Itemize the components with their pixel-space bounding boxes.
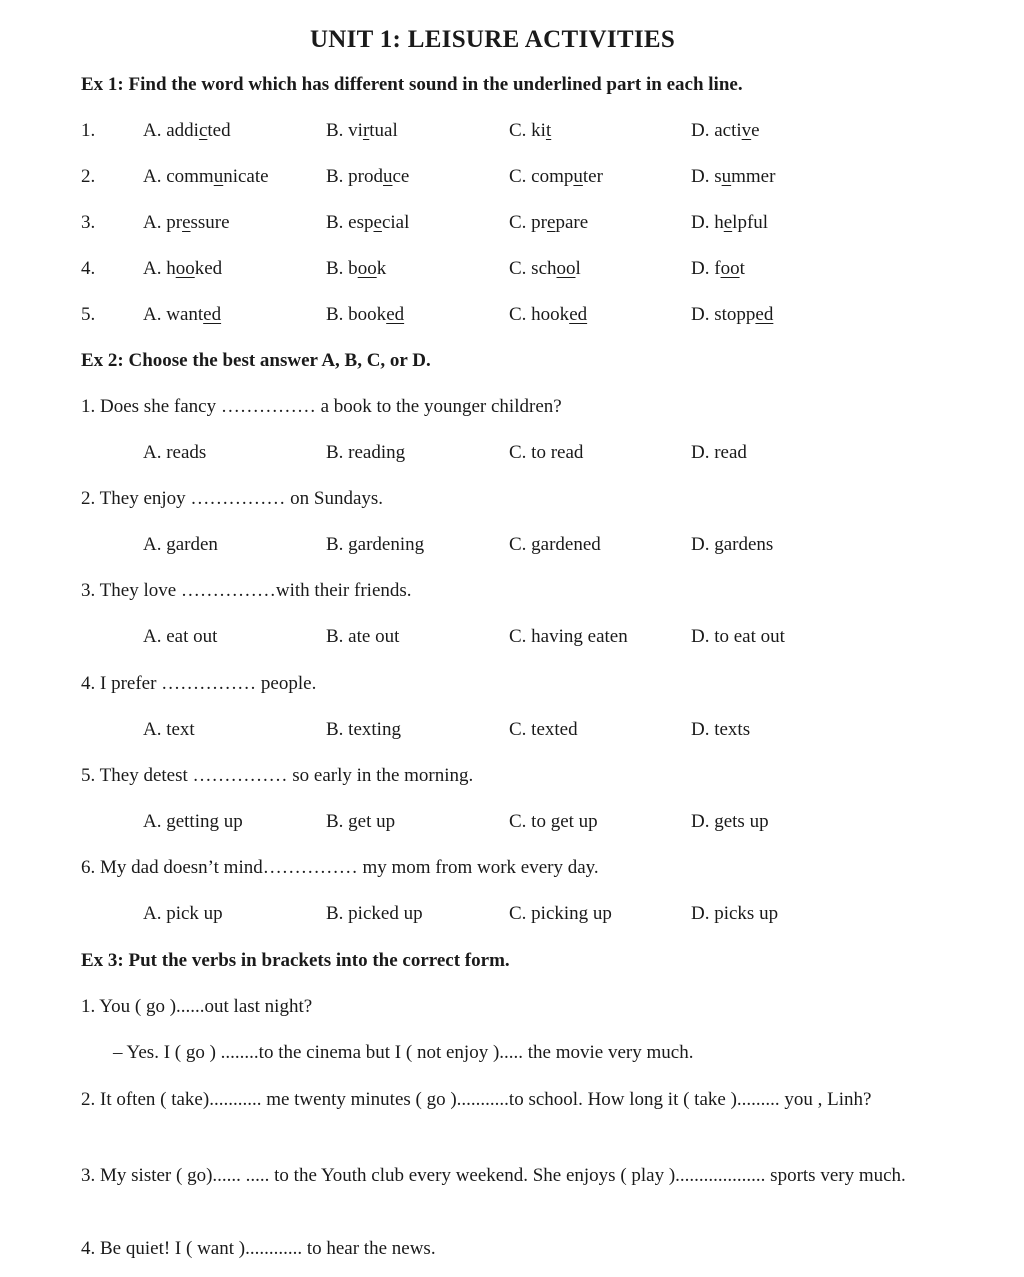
word-part: ssure xyxy=(190,212,230,233)
option-a xyxy=(143,212,230,234)
word-part: A. want xyxy=(143,304,204,325)
underlined-part: u xyxy=(573,166,583,187)
underlined-part: c xyxy=(198,120,208,141)
option-d xyxy=(691,304,773,326)
ex2-options-row xyxy=(0,626,1024,656)
ex3-question-2: 2. It often ( take)........... me twenty minutes ( go )...........to school. How long it ( take )......... you , Linh? xyxy=(81,1089,872,1110)
word-part: mmer xyxy=(731,166,776,187)
answer-option: C. gardened xyxy=(509,534,601,555)
underlined-part: oo xyxy=(357,258,377,279)
answer-option: D. read xyxy=(691,442,747,463)
answer-option: B. reading xyxy=(326,442,406,463)
word-part: ter xyxy=(582,166,603,187)
answer-option: B. picked up xyxy=(326,903,423,924)
word-part: C. comp xyxy=(509,166,574,187)
ex2-question: 2. They enjoy …………… on Sundays. xyxy=(81,488,384,509)
word-part: B. b xyxy=(326,258,358,279)
answer-option: B. gardening xyxy=(326,534,425,555)
word-part: ce xyxy=(392,166,410,187)
ex3-question-1-reply: – Yes. I ( go ) ........to the cinema but I ( not enjoy )..... the movie very much. xyxy=(113,1042,694,1063)
underlined-part: ed xyxy=(386,304,405,325)
word-part: C. hook xyxy=(509,304,570,325)
word-part: D. h xyxy=(691,212,724,233)
underlined-part: r xyxy=(362,120,370,141)
option-b xyxy=(326,166,409,188)
ex2-options-row xyxy=(0,534,1024,564)
ex2-question: 4. I prefer …………… people. xyxy=(81,673,317,694)
ex2-options-row xyxy=(0,903,1024,933)
answer-option: C. texted xyxy=(509,719,578,740)
answer-option: B. ate out xyxy=(326,626,400,647)
underlined-part: ed xyxy=(203,304,222,325)
word-part: C. pr xyxy=(509,212,547,233)
question-number: 1. xyxy=(81,120,96,141)
word-part: C. sch xyxy=(509,258,557,279)
underlined-part: e xyxy=(723,212,733,233)
word-part: e xyxy=(751,120,760,141)
word-part: B. vi xyxy=(326,120,363,141)
option-c xyxy=(509,120,551,142)
ex2-question: 5. They detest …………… so early in the morning. xyxy=(81,765,474,786)
option-c xyxy=(509,304,587,326)
option-c xyxy=(509,212,588,234)
word-part: C. ki xyxy=(509,120,546,141)
question-number: 4. xyxy=(81,258,96,279)
ex1-row xyxy=(0,120,1024,150)
word-part: cial xyxy=(381,212,410,233)
underlined-part: u xyxy=(721,166,732,187)
ex2-question: 3. They love ……………with their friends. xyxy=(81,580,412,601)
option-d xyxy=(691,120,760,142)
answer-option: B. texting xyxy=(326,719,401,740)
option-a xyxy=(143,304,221,326)
option-d xyxy=(691,212,768,234)
word-part: A. pr xyxy=(143,212,183,233)
answer-option: C. picking up xyxy=(509,903,612,924)
ex3-question-4: 4. Be quiet! I ( want )............ to hear the news. xyxy=(81,1238,436,1259)
underlined-part: oo xyxy=(556,258,576,279)
ex2-options-row xyxy=(0,719,1024,749)
word-part: nicate xyxy=(223,166,269,187)
ex1-row xyxy=(0,212,1024,242)
option-b xyxy=(326,120,398,142)
word-part: B. esp xyxy=(326,212,374,233)
option-d xyxy=(691,166,775,188)
answer-option: C. to read xyxy=(509,442,584,463)
word-part: A. h xyxy=(143,258,176,279)
ex1-row xyxy=(0,258,1024,288)
underlined-part: oo xyxy=(175,258,195,279)
answer-option: D. picks up xyxy=(691,903,779,924)
underlined-part: oo xyxy=(720,258,740,279)
answer-option: B. get up xyxy=(326,811,396,832)
answer-option: A. getting up xyxy=(143,811,243,832)
ex2-question: 1. Does she fancy …………… a book to the younger children? xyxy=(81,396,562,417)
ex1-heading: Ex 1: Find the word which has different sound in the underlined part in each line. xyxy=(81,74,743,95)
word-part: A. comm xyxy=(143,166,214,187)
ex2-heading: Ex 2: Choose the best answer A, B, C, or D. xyxy=(81,350,431,371)
word-part: k xyxy=(376,258,387,279)
ex2-options-row xyxy=(0,442,1024,472)
answer-option: D. texts xyxy=(691,719,751,740)
underlined-part: ed xyxy=(569,304,588,325)
word-part: B. book xyxy=(326,304,387,325)
answer-option: C. to get up xyxy=(509,811,598,832)
word-part: l xyxy=(575,258,581,279)
option-b xyxy=(326,212,409,234)
underlined-part: u xyxy=(213,166,224,187)
underlined-part: u xyxy=(383,166,393,187)
question-number: 3. xyxy=(81,212,96,233)
option-d xyxy=(691,258,745,280)
answer-option: A. eat out xyxy=(143,626,218,647)
ex2-options-row xyxy=(0,811,1024,841)
answer-option: D. gardens xyxy=(691,534,774,555)
answer-option: C. having eaten xyxy=(509,626,628,647)
ex2-question: 6. My dad doesn’t mind…………… my mom from work every day. xyxy=(81,857,599,878)
question-number: 2. xyxy=(81,166,96,187)
underlined-part: e xyxy=(182,212,191,233)
option-a xyxy=(143,258,222,280)
page-title: UNIT 1: LEISURE ACTIVITIES xyxy=(309,26,676,53)
word-part: D. s xyxy=(691,166,722,187)
word-part: t xyxy=(739,258,745,279)
option-c xyxy=(509,166,603,188)
ex3-heading: Ex 3: Put the verbs in brackets into the correct form. xyxy=(81,950,510,971)
answer-option: D. to eat out xyxy=(691,626,785,647)
underlined-part: e xyxy=(373,212,382,233)
option-a xyxy=(143,166,269,188)
word-part: tual xyxy=(369,120,398,141)
ex1-row xyxy=(0,304,1024,334)
answer-option: D. gets up xyxy=(691,811,769,832)
word-part: lpful xyxy=(732,212,769,233)
ex3-question-1: 1. You ( go )......out last night? xyxy=(81,996,313,1017)
answer-option: A. reads xyxy=(143,442,207,463)
word-part: B. prod xyxy=(326,166,383,187)
word-part: A. addi xyxy=(143,120,199,141)
word-part: D. f xyxy=(691,258,721,279)
option-b xyxy=(326,304,404,326)
answer-option: A. text xyxy=(143,719,195,740)
word-part: D. stopp xyxy=(691,304,756,325)
ex1-row xyxy=(0,166,1024,196)
option-b xyxy=(326,258,386,280)
option-c xyxy=(509,258,581,280)
ex3-question-3: 3. My sister ( go)...... ..... to the Youth club every weekend. She enjoys ( play )................... sports very much. xyxy=(81,1165,906,1186)
word-part: ted xyxy=(207,120,231,141)
underlined-part: ed xyxy=(755,304,774,325)
question-number: 5. xyxy=(81,304,96,325)
word-part: ked xyxy=(194,258,223,279)
word-part: pare xyxy=(555,212,589,233)
option-a xyxy=(143,120,231,142)
underlined-part: e xyxy=(547,212,556,233)
underlined-part: v xyxy=(741,120,752,141)
underlined-part: t xyxy=(545,120,552,141)
answer-option: A. garden xyxy=(143,534,218,555)
answer-option: A. pick up xyxy=(143,903,223,924)
word-part: D. acti xyxy=(691,120,742,141)
